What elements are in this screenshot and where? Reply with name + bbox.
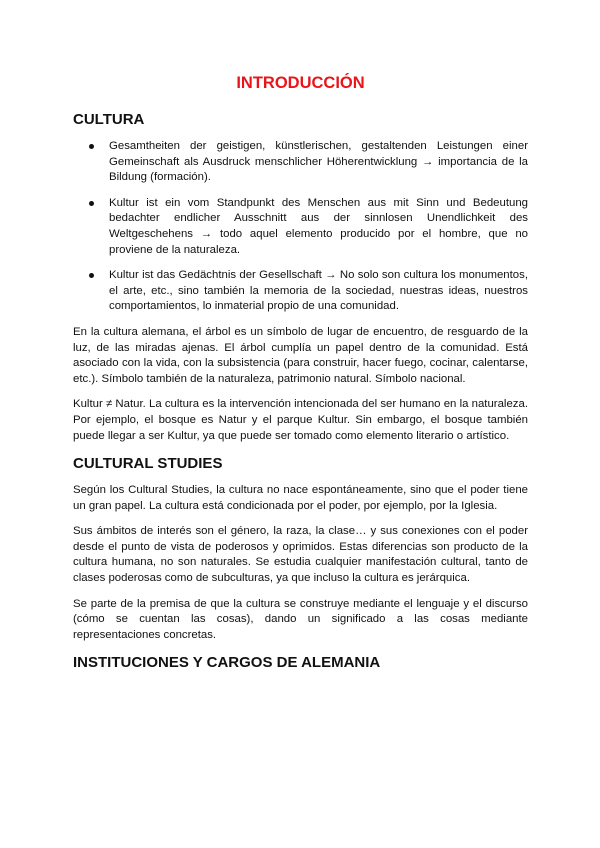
paragraph-kultur-natur: Kultur ≠ Natur. La cultura es la intervención intencionada del ser humano en la naturaleza. Por ejemplo, el bosque es Natur y el parque Kultur. Sin embargo, el bosque también puede llegar a ser Kultur, ya que puede ser tomado como elemento literario o artístico. xyxy=(73,398,528,442)
section-heading-instituciones: INSTITUCIONES Y CARGOS DE ALEMANIA xyxy=(73,654,381,672)
section-heading-cultural-studies: CULTURAL STUDIES xyxy=(73,455,223,473)
paragraph-cultural-studies-ambitos: Sus ámbitos de interés son el género, la raza, la clase… y sus conexiones con el poder desde el punto de vista de poderosos y oprimidos. Estas diferencias son producto de la cultura humana, no son naturales. Se estudia cualquier manifestación cultural, tanto de clases poderosas como de subculturas, ya que incluso la cultura es jerárquica. xyxy=(73,525,528,585)
list-item xyxy=(73,139,528,186)
document-title: INTRODUCCIÓN xyxy=(236,74,365,92)
bullet-icon xyxy=(89,273,94,278)
list-item xyxy=(73,268,528,315)
paragraph-arbol: En la cultura alemana, el árbol es un símbolo de lugar de encuentro, de resguardo de la luz, de las miradas ajenas. El árbol cumplía un papel dentro de la comunidad. Está asociado con la vida, con la subsistencia (para construir, hacer fuego, cocinar, calentarse, etc.). Símbolo también de la naturaleza, patrimonio natural. Símbolo nacional. xyxy=(73,325,528,385)
bullet-icon xyxy=(89,201,94,206)
bullet-icon xyxy=(89,144,94,149)
paragraph-cultural-studies-poder: Según los Cultural Studies, la cultura no nace espontáneamente, sino que el poder tiene un gran papel. La cultura está condicionada por el poder, por ejemplo, por la Iglesia. xyxy=(73,484,528,512)
cultura-bullet-list xyxy=(73,139,528,315)
document-page xyxy=(73,72,528,682)
paragraph-cultural-studies-lenguaje: Se parte de la premisa de que la cultura se construye mediante el lenguaje y el discurso (cómo se cuentan las cosas), dando un significado a las cosas mediante representaciones concretas. xyxy=(73,597,528,641)
section-heading-cultura: CULTURA xyxy=(73,111,145,128)
bullet-text: Kultur ist das Gedächtnis der Gesellschaft → No solo son cultura los monumentos, el arte, etc., sino también la memoria de la sociedad, nuestras ideas, nuestros comportamientos, lo inmaterial propio de una comunidad. xyxy=(109,269,528,313)
bullet-text: Gesamtheiten der geistigen, künstlerischen, gestaltenden Leistungen einer Gemeinschaft als Ausdruck menschlicher Höherentwicklung → importancia de la Bildung (formación). xyxy=(109,140,528,184)
bullet-text: Kultur ist ein vom Standpunkt des Menschen aus mit Sinn und Bedeutung bedachter endlicher Ausschnitt aus der sinnlosen Unendlichkeit des Weltgeschehens → todo aquel elemento producido por el hombre, que no proviene de la naturaleza. xyxy=(109,196,528,256)
list-item xyxy=(73,196,528,258)
